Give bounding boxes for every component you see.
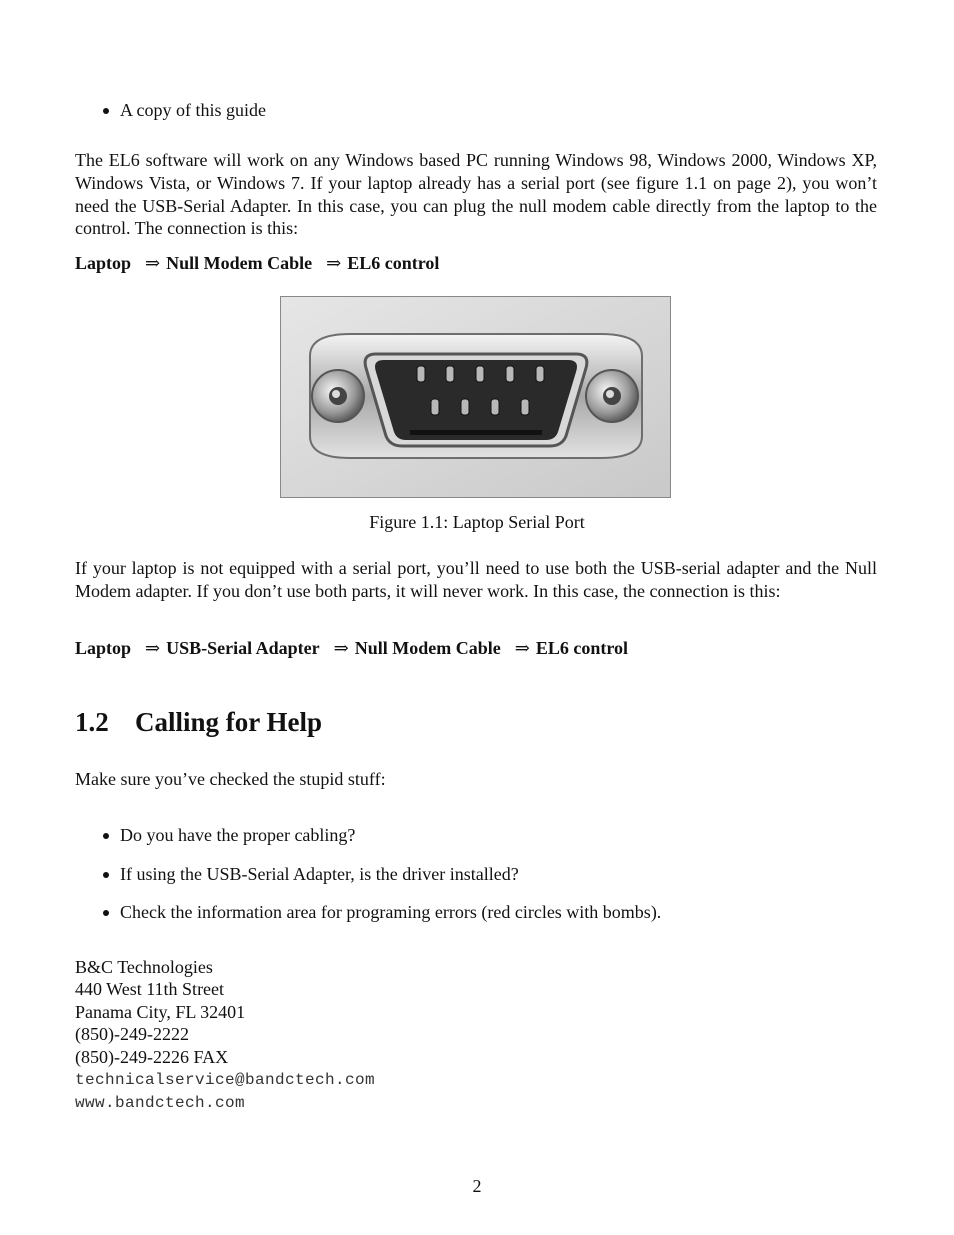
checklist-intro: Make sure you’ve checked the stupid stuff:: [75, 769, 386, 789]
connection-step: EL6 control: [535, 638, 628, 658]
checklist-item: Check the information area for programing errors (red circles with bombs).: [120, 902, 662, 922]
arrow-icon: ⇒: [333, 638, 349, 658]
usb-paragraph: If your laptop is not equipped with a serial port, you’ll need to use both the USB-serial adapter and the Null Modem adapter. If you don’t use both parts, it will never work. In this case, the connection is this:: [75, 558, 877, 601]
bullet-icon: [103, 108, 109, 114]
page-number: 2: [472, 1176, 482, 1196]
contact-email-link[interactable]: technicalservice@bandctech.com: [75, 1071, 376, 1089]
connection-step: Null Modem Cable: [166, 253, 313, 273]
arrow-icon: ⇒: [514, 638, 530, 658]
section-title: Calling for Help: [135, 707, 323, 737]
intro-paragraph: The EL6 software will work on any Windows based PC running Windows 98, Windows 2000, Windows XP, Windows Vista, or Windows 7. If your laptop already has a serial port (see figure 1.1 on page 2), you won’t need the USB-Serial Adapter. In this case, you can plug the null modem cable directly from the laptop to the control. The connection is this:: [75, 150, 877, 239]
bullet-text: A copy of this guide: [120, 100, 266, 120]
connection-step: Laptop: [75, 638, 132, 658]
connection-step: Null Modem Cable: [354, 638, 501, 658]
contact-fax: (850)-249-2226 FAX: [75, 1047, 229, 1067]
contact-city: Panama City, FL 32401: [75, 1002, 246, 1022]
contact-website-link[interactable]: www.bandctech.com: [75, 1094, 246, 1112]
section-number: 1.2: [75, 707, 109, 737]
contact-street: 440 West 11th Street: [75, 979, 225, 999]
serial-port-photo: [280, 296, 671, 498]
arrow-icon: ⇒: [145, 638, 161, 658]
connection-step: USB-Serial Adapter: [166, 638, 320, 658]
connection-path-usb: [75, 637, 628, 659]
figure-caption: Figure 1.1: Laptop Serial Port: [369, 512, 585, 532]
bullet-icon: [103, 833, 109, 839]
arrow-icon: ⇒: [326, 253, 342, 273]
connection-path-direct: [75, 252, 439, 274]
checklist-item: Do you have the proper cabling?: [120, 825, 356, 845]
bullet-icon: [103, 910, 109, 916]
contact-company: B&C Technologies: [75, 957, 213, 977]
section-heading: [75, 705, 322, 739]
checklist-item: If using the USB-Serial Adapter, is the driver installed?: [120, 864, 519, 884]
arrow-icon: ⇒: [145, 253, 161, 273]
bullet-icon: [103, 872, 109, 878]
contact-phone: (850)-249-2222: [75, 1024, 189, 1044]
connection-step: EL6 control: [347, 253, 440, 273]
connection-step: Laptop: [75, 253, 132, 273]
